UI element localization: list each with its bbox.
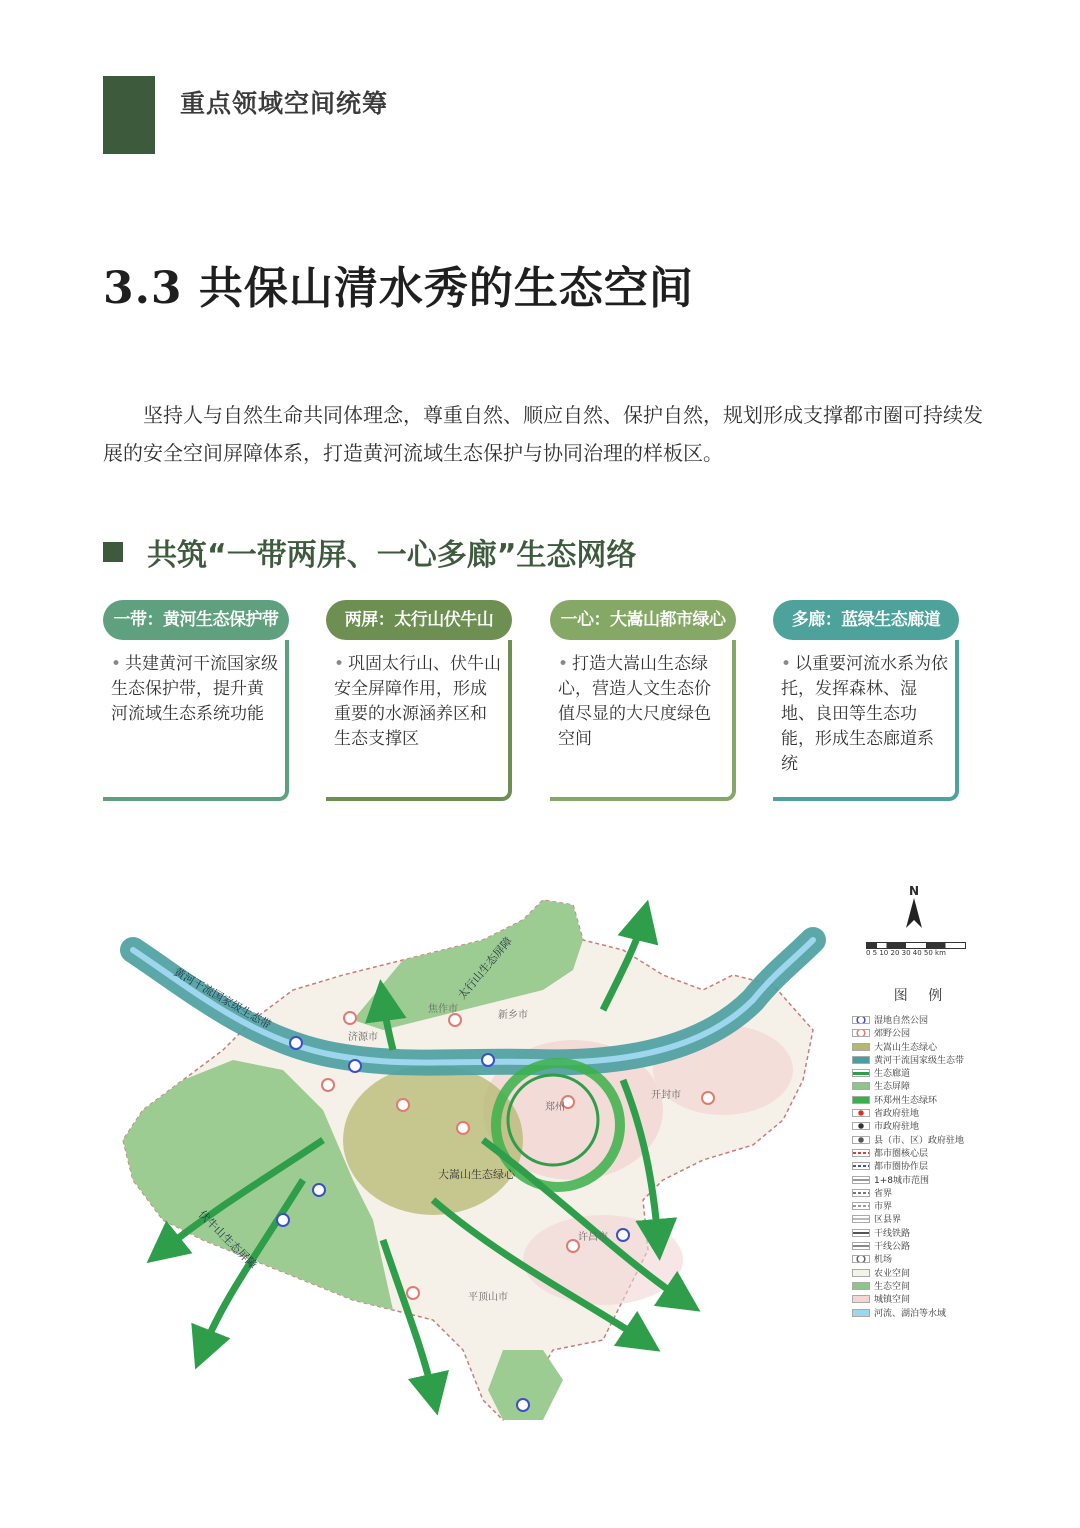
suburban-park-marker	[407, 1287, 419, 1299]
scale-bar	[866, 942, 966, 957]
bullet-dot-icon: •	[334, 654, 345, 674]
legend-item	[852, 1055, 992, 1068]
bullet-dot-icon: •	[781, 654, 792, 674]
card-text	[334, 652, 502, 752]
ecological-network-map	[103, 880, 983, 1440]
legend-item	[852, 1042, 992, 1055]
header-title: 重点领域空间统筹	[180, 89, 389, 118]
legend-swatch-icon	[852, 1082, 870, 1090]
legend-item	[852, 1161, 992, 1174]
legend-swatch-icon	[852, 1229, 870, 1237]
suburban-park-marker	[397, 1099, 409, 1111]
taihang-barrier-label: 太行山生态屏障	[455, 934, 515, 1002]
legend-swatch-icon	[852, 1136, 870, 1144]
card-label: 一带：黄河生态保护带	[103, 600, 289, 640]
city-label: 新乡市	[498, 1010, 528, 1021]
city-label: 开封市	[651, 1090, 681, 1101]
wetland-park-marker	[617, 1229, 629, 1241]
legend-label: 都市圈核心层	[874, 1148, 929, 1159]
legend-label: 省界	[874, 1188, 893, 1199]
legend-swatch-icon	[852, 1162, 870, 1170]
legend-label: 县（市、区）政府驻地	[874, 1135, 965, 1146]
sub-heading	[103, 530, 636, 574]
legend-label: 城镇空间	[874, 1295, 911, 1306]
card-text	[111, 652, 279, 727]
legend-title: 图 例	[893, 988, 951, 1004]
north-label: N	[908, 884, 920, 898]
legend-swatch-icon	[852, 1282, 870, 1290]
city-label: 焦作市	[428, 1004, 458, 1015]
header-color-block	[103, 76, 155, 154]
legend-item	[852, 1095, 992, 1108]
legend-swatch-icon	[852, 1255, 870, 1263]
legend-swatch-icon	[852, 1122, 870, 1130]
scale-bar-graphic	[866, 942, 966, 949]
city-label: 郑州	[545, 1102, 565, 1113]
bullet-dot-icon: •	[558, 654, 569, 674]
card-text-body: 巩固太行山、伏牛山安全屏障作用，形成重要的水源涵养区和生态支撑区	[334, 654, 502, 749]
wetland-park-marker	[517, 1399, 529, 1411]
intro-text: 坚持人与自然生命共同体理念，尊重自然、顺应自然、保护自然，规划形成支撑都市圈可持续发展的安全空间屏障体系，打造黄河流域生态保护与协同治理的样板区。	[103, 403, 983, 465]
city-label: 许昌市	[578, 1232, 608, 1243]
legend-item	[852, 1281, 992, 1294]
legend-swatch-icon	[852, 1149, 870, 1157]
legend-label: 郊野公园	[874, 1029, 911, 1040]
card-text-body: 打造大嵩山生态绿心，营造人文生态价值尽显的大尺度绿色空间	[558, 654, 711, 749]
card-text	[558, 652, 726, 752]
legend-label: 市政府驻地	[874, 1122, 920, 1133]
legend-swatch-icon	[852, 1056, 870, 1064]
wetland-park-marker	[349, 1060, 361, 1072]
card-label: 多廊：蓝绿生态廊道	[773, 600, 959, 640]
card-text-body: 以重要河流水系为依托，发挥森林、湿地、良田等生态功能，形成生态廊道系统	[781, 654, 949, 774]
legend-label: 省政府驻地	[874, 1109, 920, 1120]
legend-item	[852, 1148, 992, 1161]
legend-item	[852, 1188, 992, 1201]
legend-swatch-icon	[852, 1069, 870, 1077]
card-label: 两屏：太行山伏牛山	[326, 600, 512, 640]
legend-label: 都市圈协作层	[874, 1162, 929, 1173]
card-belt	[103, 600, 289, 800]
legend-label: 市界	[874, 1202, 893, 1213]
legend-label: 1+8城市范围	[874, 1175, 929, 1186]
suburban-park-marker	[702, 1092, 714, 1104]
map-svg	[103, 880, 983, 1440]
legend-label: 生态屏障	[874, 1082, 911, 1093]
legend-item	[852, 1254, 992, 1267]
suburban-park-marker	[449, 1014, 461, 1026]
intro-paragraph	[103, 396, 983, 472]
legend-item	[852, 1015, 992, 1028]
legend-item	[852, 1214, 992, 1227]
section-title: 3.3 共保山清水秀的生态空间	[103, 263, 694, 314]
legend-label: 黄河干流国家级生态带	[874, 1055, 965, 1066]
suburban-park-marker	[457, 1122, 469, 1134]
songshan-heart-label: 大嵩山生态绿心	[438, 1168, 515, 1181]
legend-label: 环郑州生态绿环	[874, 1095, 938, 1106]
funiu-barrier-label: 伏牛山生态屏障	[195, 1207, 260, 1272]
legend-swatch-icon	[852, 1242, 870, 1250]
legend-swatch-icon	[852, 1029, 870, 1037]
feature-cards	[103, 600, 983, 805]
north-arrow-icon	[902, 898, 926, 930]
north-arrow	[902, 884, 926, 933]
card-text	[781, 652, 949, 777]
card-text-body: 共建黄河干流国家级生态保护带，提升黄河流域生态系统功能	[111, 654, 279, 724]
legend-swatch-icon	[852, 1202, 870, 1210]
suburban-park-marker	[322, 1079, 334, 1091]
legend-swatch-icon	[852, 1189, 870, 1197]
scale-label: 0 5 10 20 30 40 50 km	[866, 949, 946, 957]
city-label: 平顶山市	[468, 1292, 508, 1303]
legend-swatch-icon	[852, 1176, 870, 1184]
wetland-park-marker	[313, 1184, 325, 1196]
yellow-river-belt-label: 黄河干流国家级生态带	[171, 965, 274, 1032]
card-label: 一心：大嵩山都市绿心	[550, 600, 736, 640]
legend-swatch-icon	[852, 1269, 870, 1277]
legend-item	[852, 1081, 992, 1094]
bullet-dot-icon: •	[111, 654, 122, 674]
legend-items	[852, 1015, 992, 1321]
legend-swatch-icon	[852, 1016, 870, 1024]
legend-label: 生态廊道	[874, 1069, 911, 1080]
legend-swatch-icon	[852, 1295, 870, 1303]
map-legend	[852, 985, 992, 1321]
suburban-park-marker	[344, 1012, 356, 1024]
legend-label: 干线铁路	[874, 1228, 911, 1239]
legend-label: 生态空间	[874, 1281, 911, 1292]
legend-label: 大嵩山生态绿心	[874, 1042, 938, 1053]
legend-swatch-icon	[852, 1309, 870, 1317]
city-label: 济源市	[348, 1032, 378, 1043]
wetland-park-marker	[482, 1054, 494, 1066]
legend-item	[852, 1308, 992, 1321]
card-screens	[326, 600, 512, 800]
legend-item	[852, 1135, 992, 1148]
legend-label: 干线公路	[874, 1242, 911, 1253]
legend-item	[852, 1268, 992, 1281]
legend-label: 农业空间	[874, 1268, 911, 1279]
legend-item	[852, 1241, 992, 1254]
legend-swatch-icon	[852, 1043, 870, 1051]
legend-item	[852, 1201, 992, 1214]
legend-item	[852, 1108, 992, 1121]
legend-item	[852, 1228, 992, 1241]
legend-label: 湿地自然公园	[874, 1016, 929, 1026]
wetland-park-marker	[277, 1214, 289, 1226]
legend-swatch-icon	[852, 1109, 870, 1117]
legend-item	[852, 1175, 992, 1188]
legend-swatch-icon	[852, 1096, 870, 1104]
legend-label: 机场	[874, 1255, 893, 1266]
square-bullet-icon	[103, 542, 123, 562]
legend-label: 区县界	[874, 1215, 902, 1226]
legend-item	[852, 1028, 992, 1041]
card-corridors	[773, 600, 959, 800]
wetland-park-marker	[290, 1037, 302, 1049]
legend-item	[852, 1121, 992, 1134]
legend-item	[852, 1294, 992, 1307]
legend-swatch-icon	[852, 1215, 870, 1223]
card-heart	[550, 600, 736, 800]
legend-item	[852, 1068, 992, 1081]
legend-label: 河流、湖泊等水域	[874, 1308, 947, 1319]
sub-heading-text: 共筑“一带两屏、一心多廊”生态网络	[147, 538, 637, 573]
